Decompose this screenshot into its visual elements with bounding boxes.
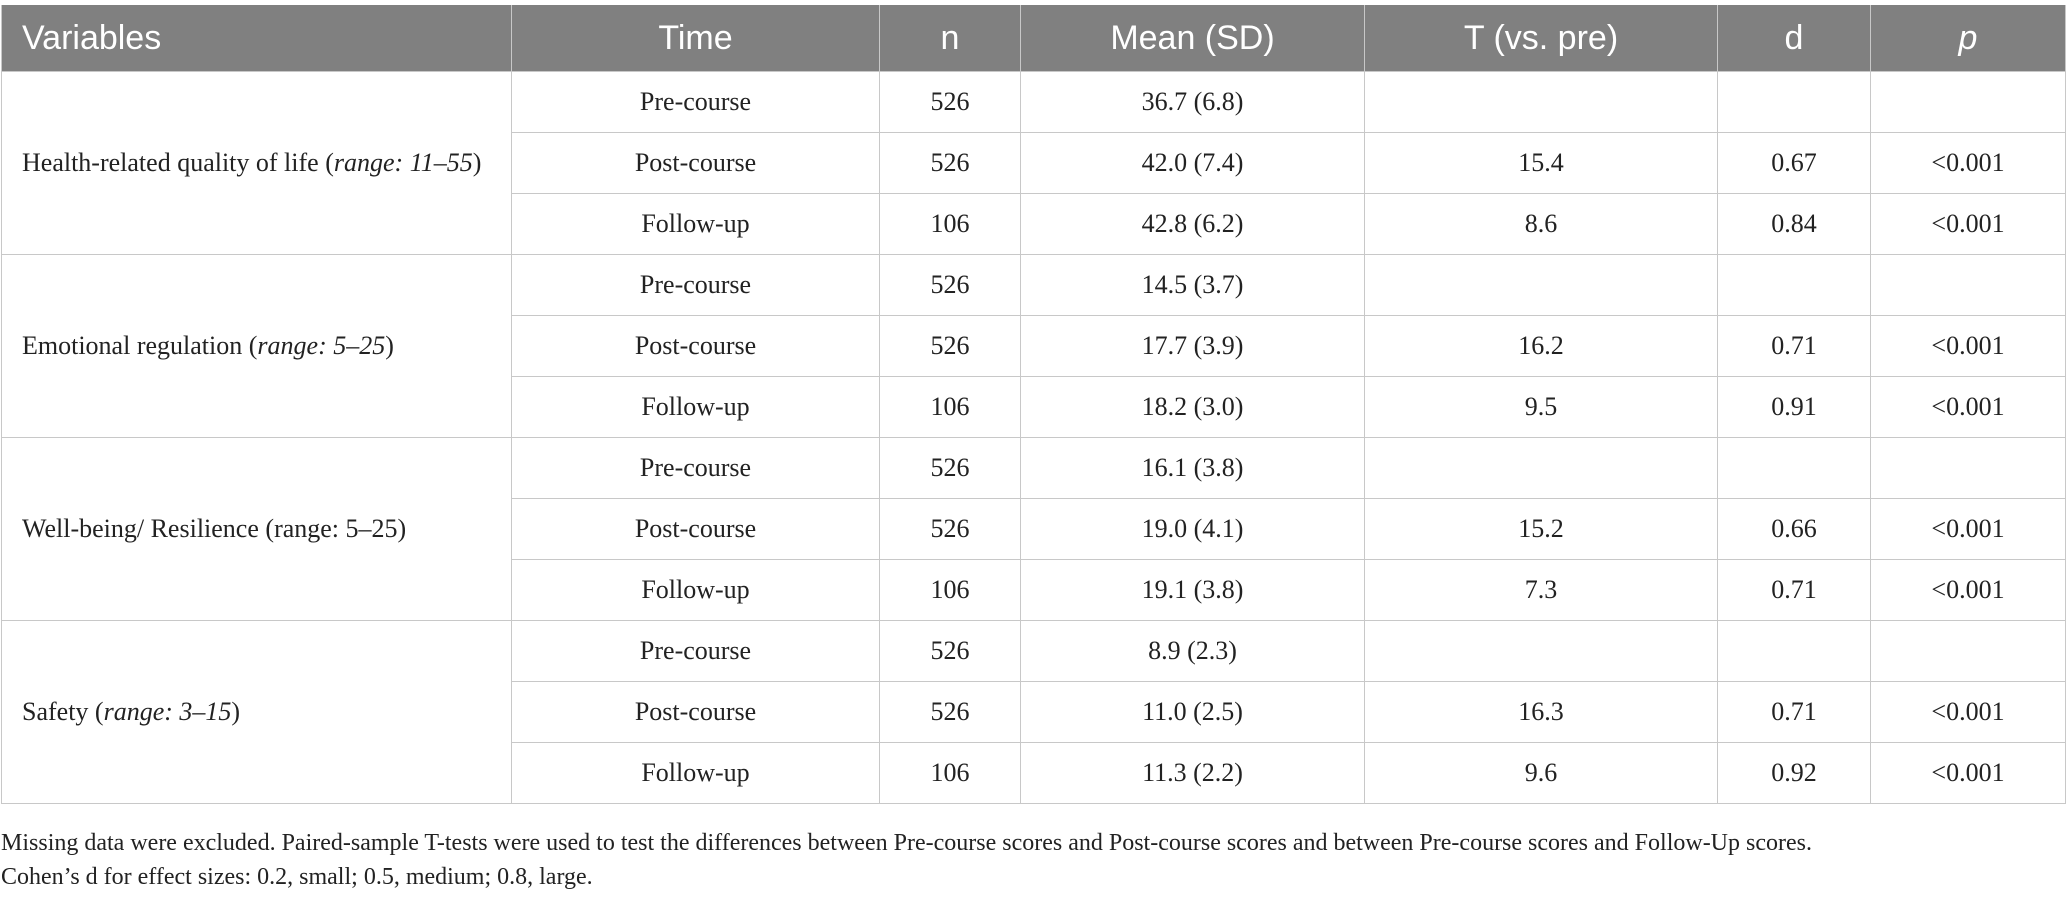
effect-size-cell: 0.92 (1718, 743, 1871, 804)
variable-cell: Health-related quality of life (range: 11–55) (2, 72, 512, 255)
t-value-cell: 9.6 (1365, 743, 1718, 804)
mean-sd-cell: 42.0 (7.4) (1021, 133, 1365, 194)
results-table (1, 5, 2066, 804)
time-cell: Follow-up (512, 377, 880, 438)
time-cell: Follow-up (512, 194, 880, 255)
header-time: Time (512, 5, 880, 72)
mean-sd-cell: 16.1 (3.8) (1021, 438, 1365, 499)
n-cell: 106 (880, 743, 1021, 804)
variable-cell: Well-being/ Resilience (range: 5–25) (2, 438, 512, 621)
time-cell: Follow-up (512, 560, 880, 621)
table-footnote (1, 826, 2051, 894)
n-cell: 526 (880, 438, 1021, 499)
effect-size-cell: 0.84 (1718, 194, 1871, 255)
p-value-cell (1871, 621, 2066, 682)
n-cell: 106 (880, 560, 1021, 621)
mean-sd-cell: 14.5 (3.7) (1021, 255, 1365, 316)
p-value-cell (1871, 438, 2066, 499)
t-value-cell: 9.5 (1365, 377, 1718, 438)
n-cell: 526 (880, 255, 1021, 316)
variable-cell: Safety (range: 3–15) (2, 621, 512, 804)
time-cell: Pre-course (512, 255, 880, 316)
effect-size-cell: 0.91 (1718, 377, 1871, 438)
time-cell: Pre-course (512, 438, 880, 499)
n-cell: 106 (880, 377, 1021, 438)
footnote-line-2: Cohen’s d for effect sizes: 0.2, small; 0.5, medium; 0.8, large. (1, 864, 593, 890)
variable-range: range: 3–15 (103, 696, 232, 726)
t-value-cell: 16.2 (1365, 316, 1718, 377)
t-value-cell (1365, 255, 1718, 316)
time-cell: Post-course (512, 499, 880, 560)
mean-sd-cell: 17.7 (3.9) (1021, 316, 1365, 377)
p-value-cell: <0.001 (1871, 133, 2066, 194)
header-mean-sd: Mean (SD) (1021, 5, 1365, 72)
p-value-cell (1871, 72, 2066, 133)
effect-size-cell: 0.67 (1718, 133, 1871, 194)
t-value-cell (1365, 72, 1718, 133)
t-value-cell: 16.3 (1365, 682, 1718, 743)
p-value-cell (1871, 255, 2066, 316)
effect-size-cell (1718, 621, 1871, 682)
mean-sd-cell: 19.1 (3.8) (1021, 560, 1365, 621)
p-value-cell: <0.001 (1871, 682, 2066, 743)
mean-sd-cell: 42.8 (6.2) (1021, 194, 1365, 255)
time-cell: Post-course (512, 316, 880, 377)
n-cell: 526 (880, 72, 1021, 133)
n-cell: 526 (880, 621, 1021, 682)
t-value-cell: 8.6 (1365, 194, 1718, 255)
table-row (2, 255, 2066, 316)
header-p: p (1871, 5, 2066, 72)
time-cell: Pre-course (512, 72, 880, 133)
time-cell: Post-course (512, 682, 880, 743)
t-value-cell: 15.2 (1365, 499, 1718, 560)
effect-size-cell: 0.71 (1718, 316, 1871, 377)
t-value-cell: 15.4 (1365, 133, 1718, 194)
table-body (2, 72, 2066, 804)
n-cell: 106 (880, 194, 1021, 255)
variable-name: Safety (22, 696, 89, 726)
header-d: d (1718, 5, 1871, 72)
variable-range: range: 11–55 (333, 147, 473, 177)
p-value-cell: <0.001 (1871, 499, 2066, 560)
table-row (2, 72, 2066, 133)
table-row (2, 621, 2066, 682)
t-value-cell: 7.3 (1365, 560, 1718, 621)
p-value-cell: <0.001 (1871, 316, 2066, 377)
header-n: n (880, 5, 1021, 72)
mean-sd-cell: 19.0 (4.1) (1021, 499, 1365, 560)
n-cell: 526 (880, 499, 1021, 560)
n-cell: 526 (880, 682, 1021, 743)
header-variables: Variables (2, 5, 512, 72)
time-cell: Pre-course (512, 621, 880, 682)
variable-cell: Emotional regulation (range: 5–25) (2, 255, 512, 438)
variable-name: Emotional regulation (22, 330, 243, 360)
t-value-cell (1365, 438, 1718, 499)
header-t-vs-pre: T (vs. pre) (1365, 5, 1718, 72)
mean-sd-cell: 18.2 (3.0) (1021, 377, 1365, 438)
n-cell: 526 (880, 316, 1021, 377)
effect-size-cell (1718, 438, 1871, 499)
effect-size-cell (1718, 72, 1871, 133)
p-value-cell: <0.001 (1871, 560, 2066, 621)
effect-size-cell: 0.66 (1718, 499, 1871, 560)
table-row (2, 438, 2066, 499)
p-value-cell: <0.001 (1871, 377, 2066, 438)
variable-name: Health-related quality of life (22, 147, 319, 177)
mean-sd-cell: 8.9 (2.3) (1021, 621, 1365, 682)
mean-sd-cell: 11.3 (2.2) (1021, 743, 1365, 804)
effect-size-cell: 0.71 (1718, 682, 1871, 743)
p-value-cell: <0.001 (1871, 194, 2066, 255)
n-cell: 526 (880, 133, 1021, 194)
header-row (2, 5, 2066, 72)
variable-range: range: 5–25 (274, 513, 398, 543)
time-cell: Post-course (512, 133, 880, 194)
footnote-line-1: Missing data were excluded. Paired-sample T-tests were used to test the differences between Pre-course scores and Post-course scores and between Pre-course scores and Follow-Up scores. (1, 830, 1812, 856)
variable-range: range: 5–25 (257, 330, 386, 360)
p-value-cell: <0.001 (1871, 743, 2066, 804)
time-cell: Follow-up (512, 743, 880, 804)
effect-size-cell (1718, 255, 1871, 316)
mean-sd-cell: 11.0 (2.5) (1021, 682, 1365, 743)
effect-size-cell: 0.71 (1718, 560, 1871, 621)
table-header (2, 5, 2066, 72)
mean-sd-cell: 36.7 (6.8) (1021, 72, 1365, 133)
t-value-cell (1365, 621, 1718, 682)
variable-name: Well-being/ Resilience (22, 513, 259, 543)
